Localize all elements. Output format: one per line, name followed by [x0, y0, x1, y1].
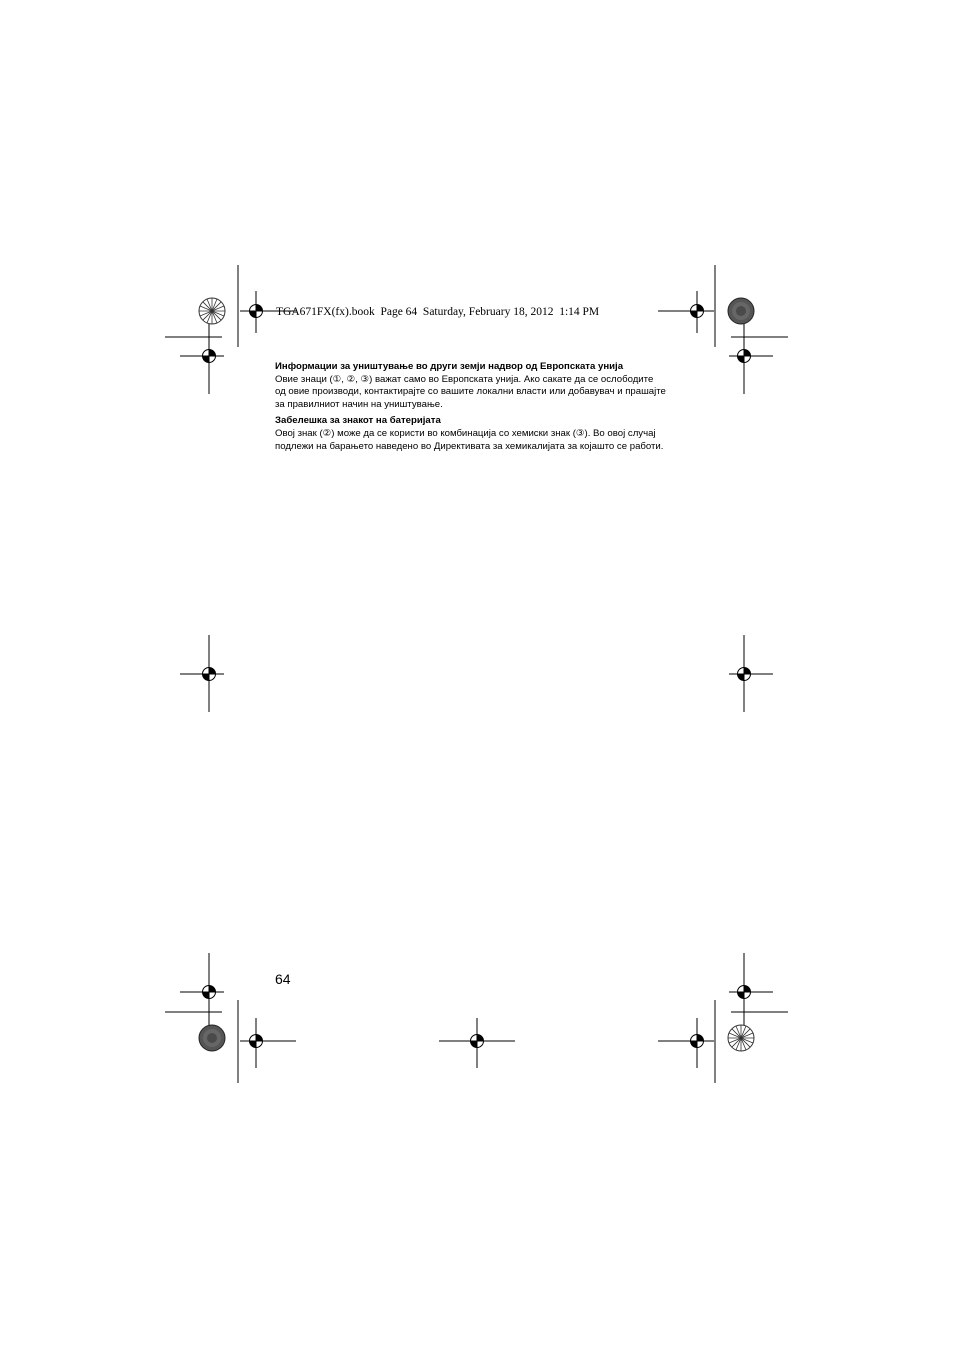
page-number: 64: [275, 971, 291, 987]
section-heading-battery: Забелешка за знакот на батеријата: [275, 415, 441, 427]
paragraph-line: за правилниот начин на уништување.: [275, 398, 443, 410]
paragraph-line: Овој знак (②) може да се користи во комбинација со хемиски знак (③). Во овој случај: [275, 427, 656, 439]
paragraph-line: подлежи на барањето наведено во Директивата за хемикалијата за којашто се работи.: [275, 440, 664, 452]
book-header-line: TGA671FX(fx).book Page 64 Saturday, February 18, 2012 1:14 PM: [276, 306, 600, 318]
paragraph-line: од овие производи, контактирајте со вашите локални власти или добавувач и прашајте: [275, 386, 666, 398]
section-heading-disposal: Информации за уништување во други земји надвор од Европската унија: [275, 361, 624, 372]
paragraph-line: Овие знаци (①, ②, ③) важат само во Европската унија. Ако сакате да се ослободите: [275, 373, 654, 385]
